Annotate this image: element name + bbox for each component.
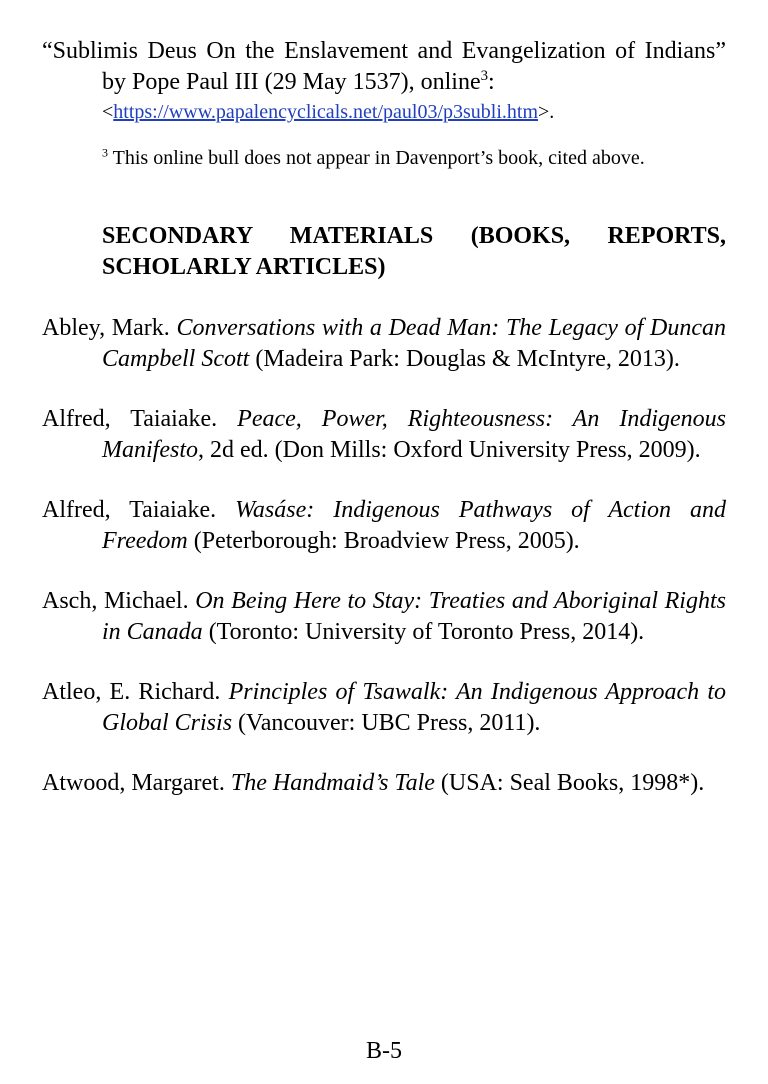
url-line [42, 99, 726, 125]
entry-title: Principles of Tsawalk: An Indigenous Approach to Global Crisis [102, 679, 727, 736]
entry-details: (Toronto: University of Toronto Press, 2014). [202, 618, 645, 645]
entry-author: Asch, Michael. [42, 588, 196, 614]
entry-title: On Being Here to Stay: Treaties and Aboriginal Rights in Canada [102, 588, 726, 645]
primary-source-entry [42, 36, 726, 97]
entry-details: by Pope Paul III (29 May 1537), online [102, 68, 481, 95]
entry-details: (Vancouver: UBC Press, 2011). [232, 709, 541, 736]
bibliography-page [42, 36, 726, 799]
entry-colon: : [488, 68, 495, 95]
entry-details: (USA: Seal Books, 1998*). [434, 770, 705, 796]
entry-author: Atwood, Margaret. [42, 770, 231, 796]
footnote [42, 145, 726, 171]
footnote-text: This online bull does not appear in Davenport’s book, cited above. [108, 147, 645, 169]
bibliography-entry [42, 768, 726, 799]
entry-title: Conversations with a Dead Man: The Legacy of Duncan Campbell Scott [102, 315, 727, 372]
entry-title: Sublimis Deus On the Enslavement and Evangelization of Indians [52, 38, 716, 64]
entry-author: Atleo, E. Richard. [42, 679, 229, 705]
bibliography-entry [42, 313, 726, 374]
footnote-marker: 3 [102, 145, 108, 160]
open-quote: “ [42, 38, 53, 64]
entry-title: Peace, Power, Righteousness: An Indigenous Manifesto [102, 406, 726, 463]
bibliography-entry [42, 586, 726, 647]
entry-details: , 2d ed. (Don Mills: Oxford University Press, 2009). [198, 436, 701, 463]
entry-author: Abley, Mark. [42, 315, 177, 341]
url-close-bracket: >. [538, 101, 555, 123]
entry-details: (Peterborough: Broadview Press, 2005). [187, 527, 580, 554]
entry-author: Alfred, Taiaiake. [42, 406, 238, 432]
entry-title: Wasáse: Indigenous Pathways of Action and Freedom [102, 497, 726, 554]
bibliography-entry [42, 404, 726, 465]
bibliography-entry [42, 495, 726, 556]
url-open-bracket: < [102, 101, 114, 123]
section-heading: SECONDARY MATERIALS (BOOKS, REPORTS, SCHOLARLY ARTICLES) [102, 223, 726, 280]
entry-details: (Madeira Park: Douglas & McIntyre, 2013). [249, 345, 680, 372]
close-quote: ” [715, 38, 726, 64]
entry-title: The Handmaid’s Tale [230, 770, 435, 796]
source-url-link[interactable]: https://www.papalencyclicals.net/paul03/p3subli.htm [113, 101, 539, 123]
page-number: B-5 [366, 1038, 402, 1064]
bibliography-entry [42, 677, 726, 738]
entry-author: Alfred, Taiaiake. [42, 497, 236, 523]
footnote-reference[interactable]: 3 [480, 67, 489, 84]
